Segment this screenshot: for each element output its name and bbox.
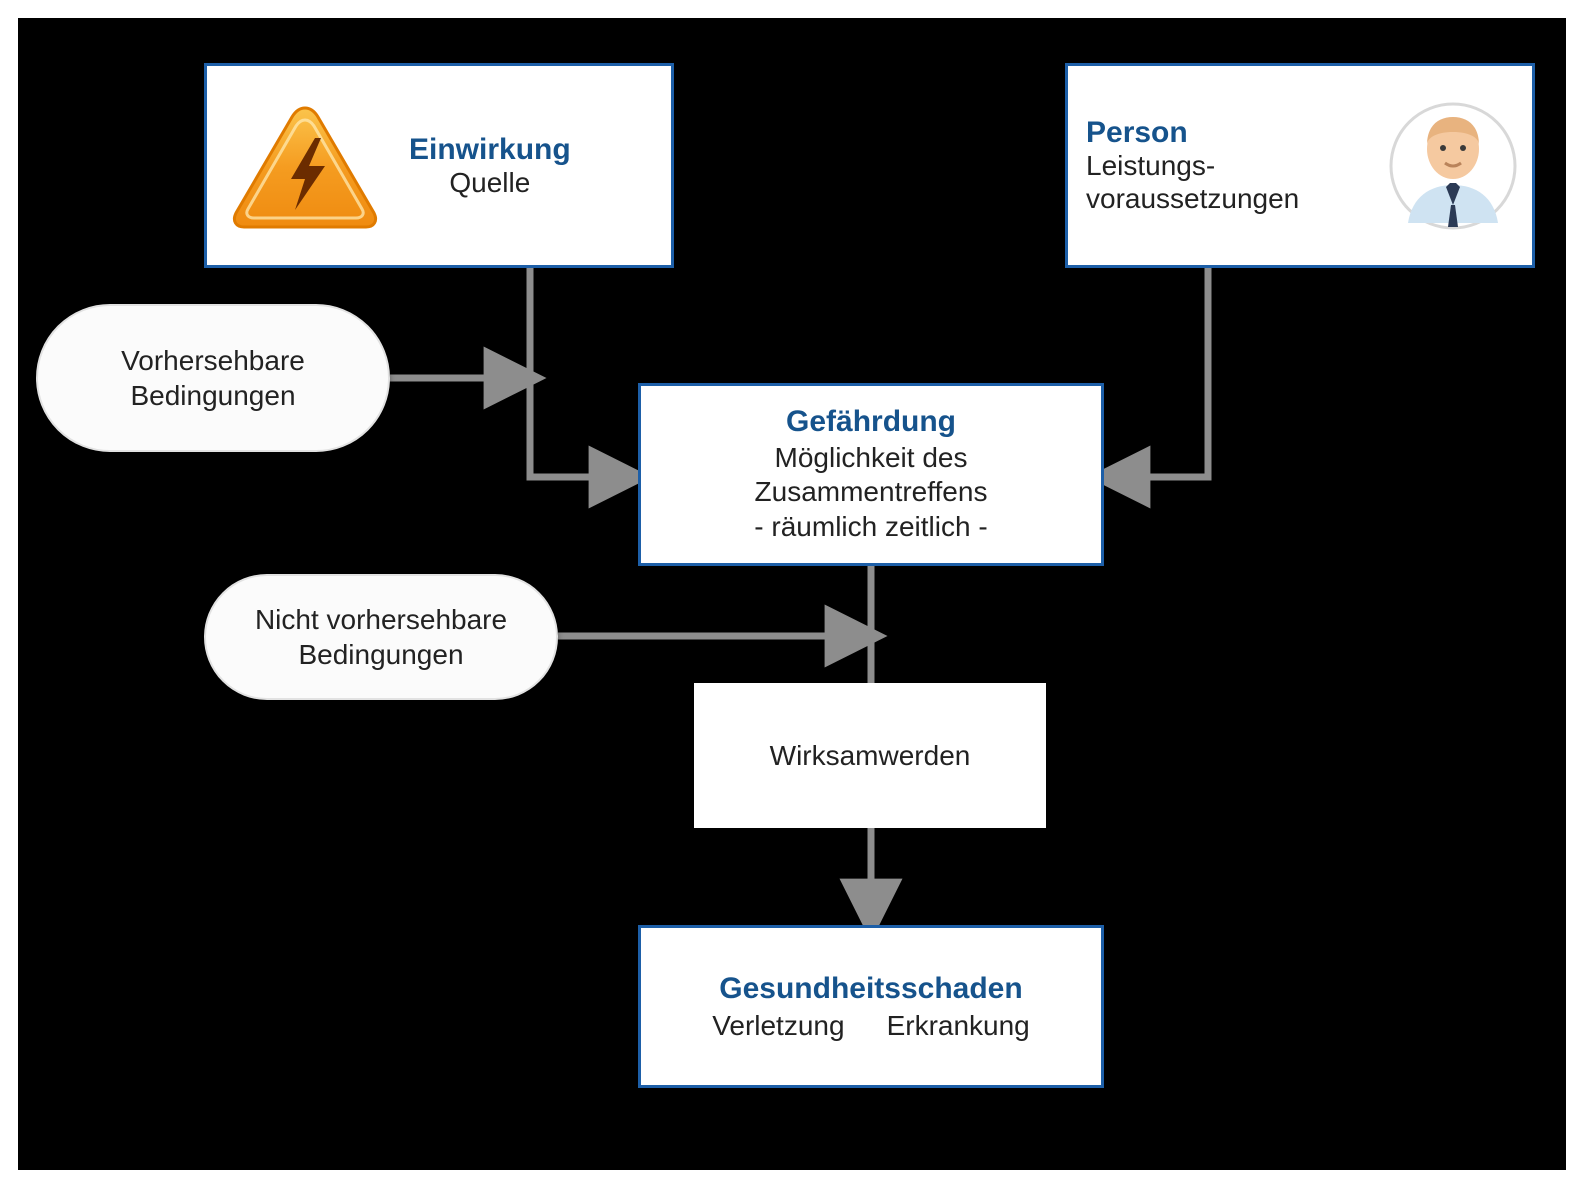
pill-unforeseeable-conditions[interactable]	[204, 574, 558, 700]
node-person[interactable]	[1065, 63, 1535, 268]
node-gesundheitsschaden-item2: Erkrankung	[886, 1009, 1030, 1041]
node-gefaehrdung-line3: - räumlich zeitlich -	[754, 510, 988, 542]
node-person-title: Person	[1086, 116, 1188, 150]
node-gefaehrdung-line1: Möglichkeit des	[774, 442, 968, 474]
person-portrait-icon	[1388, 101, 1518, 231]
pill-unforeseeable-line2: Bedingungen	[298, 639, 464, 670]
node-wirksamwerden[interactable]	[694, 683, 1046, 828]
pill-foreseeable-line1: Vorhersehbare	[121, 345, 305, 376]
warning-triangle-lightning-icon	[229, 100, 381, 232]
node-einwirkung[interactable]	[204, 63, 674, 268]
node-gesundheitsschaden-title: Gesundheitsschaden	[719, 971, 1023, 1005]
node-person-subtitle-line2: voraussetzungen	[1086, 182, 1300, 214]
node-einwirkung-subtitle: Quelle	[449, 166, 531, 198]
node-person-subtitle-line1: Leistungs-	[1086, 150, 1216, 182]
edge-einwirkung-to-gefaehrdung	[530, 268, 618, 477]
node-gefaehrdung-line2: Zusammentreffens	[754, 476, 988, 508]
pill-foreseeable-conditions[interactable]	[36, 304, 390, 452]
node-gefaehrdung-title: Gefährdung	[786, 405, 956, 439]
node-einwirkung-title: Einwirkung	[409, 132, 571, 166]
node-wirksamwerden-label: Wirksamwerden	[769, 739, 971, 771]
pill-unforeseeable-line1: Nicht vorhersehbare	[254, 604, 508, 635]
pill-foreseeable-line2: Bedingungen	[130, 380, 296, 411]
edge-person-to-gefaehrdung	[1121, 268, 1208, 477]
diagram-stage	[18, 18, 1566, 1170]
node-gesundheitsschaden[interactable]	[638, 925, 1104, 1088]
node-gefaehrdung[interactable]	[638, 383, 1104, 566]
node-gesundheitsschaden-item1: Verletzung	[712, 1009, 845, 1041]
